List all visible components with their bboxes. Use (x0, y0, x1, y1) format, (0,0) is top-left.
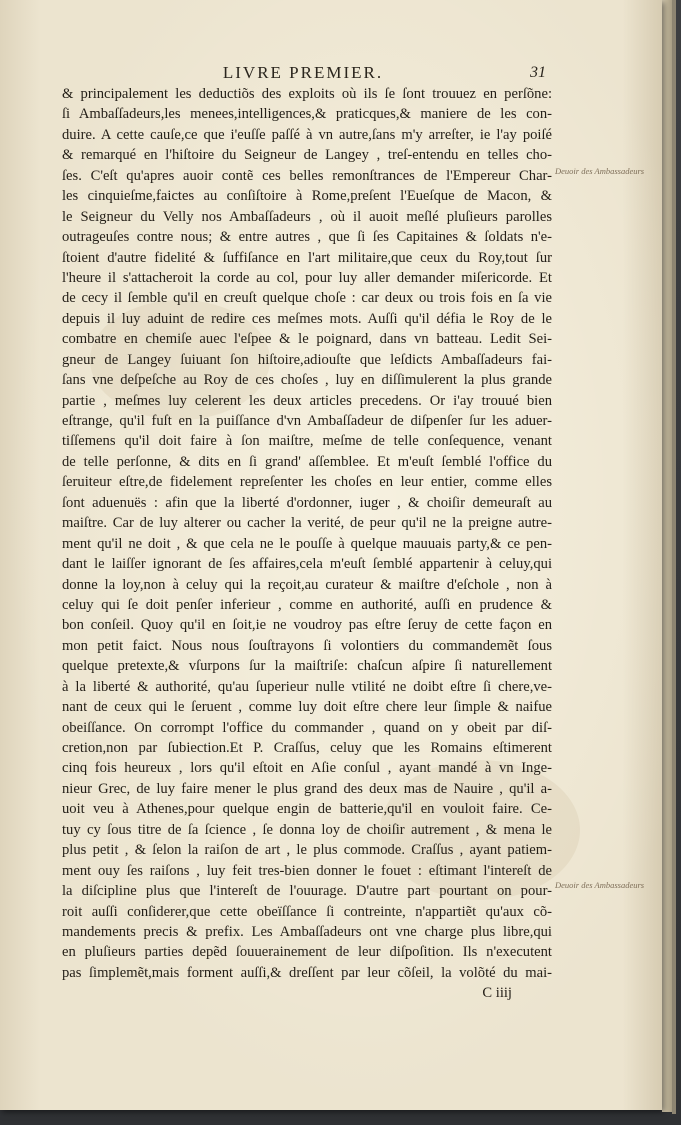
text-line: ſont aduenuës : afin que la liberté d'ordonner, iuger , & choiſir demeuraſt au (62, 494, 552, 511)
text-line: outrageuſes contre nous; & entre autres , que ſi ſes Capitaines & ſoldats n'e- (62, 229, 552, 246)
margin-annotation: Deuoir des Ambassadeurs (555, 880, 645, 890)
text-line: ment ouy ſes raiſons , luy feit tres-bien donner le fouet : eſtimant l'intereſt de (62, 862, 552, 879)
text-line: uoit veu à Athenes,pour quelque engin de batterie,qu'il en vouloit faire. Ce- (62, 801, 552, 818)
text-line: combatre en chemiſe auec l'eſpee & le poignard, dans vn batteau. Ledit Sei- (62, 331, 552, 348)
text-line: nieur Grec, de luy faire mener le plus grand des deux mas de Nauire , qu'il a- (62, 780, 552, 797)
text-line: depuis il luy aduint de redire ces meſmes mots. Auſſi qu'il défia le Roy de le (62, 310, 552, 327)
text-line: pas ſimplemẽt,mais forment auſſi,& dreſſent par leur cõſeil, la volõté du mai- (62, 964, 552, 981)
text-line: partie , meſmes luy celerent les deux articles precedens. Or i'ay trouué bien (62, 392, 552, 409)
text-line: à la liberté & authorité, qu'au ſuperieur nulle vtilité ne doibt eſtre ſi chere,ve- (62, 678, 552, 695)
signature-mark: C iiij (482, 985, 512, 1002)
text-line: le Seigneur du Velly nos Ambaſſadeurs , où il auoit meſlé pluſieurs parolles (62, 208, 552, 225)
text-line: plus petit , & ſelon la raiſon de art , le plus commode. Craſſus , ayant patiem- (62, 842, 552, 859)
text-line: duire. A cette cauſe,ce que i'euſſe paſſé à vn autre,ſans m'y arreſter, ie l'ay poiſé (62, 126, 552, 143)
folio-number: 31 (530, 64, 546, 81)
text-line: obeiſſance. On corrompt l'office du commander , quand on y obeit par diſ- (62, 719, 552, 736)
text-line: eſtrange, qu'il fuſt en la puiſſance d'vn Ambaſſadeur de diſpenſer ſur les aduer- (62, 413, 552, 429)
text-line: ſeruiteur eſtre,de fidelement repreſenter les choſes en leur entier, comme elles (62, 474, 552, 491)
text-line: cinq fois heureux , lors qu'il eſtoit en Aſie conſul , ayant mandé à vn Inge- (62, 760, 552, 777)
running-head: LIVRE PREMIER. (222, 63, 384, 82)
body-text (62, 84, 552, 1004)
text-line: donne la loy,non à celuy qui la reçoit,au curateur & maiſtre d'eſchole , non à (62, 576, 552, 593)
text-line: en pluſieurs parties depẽd ſouuerainement de leur diſpoſition. Ils n'executent (62, 944, 552, 961)
text-line: maiſtre. Car de luy alterer ou cacher la verité, de peur qu'il ne la preigne autre- (62, 515, 552, 532)
text-line: ment qu'il ne doit , & que cela ne le pouſſe à quelque mauuais party,& ce pen- (62, 535, 552, 552)
text-line: roit auſſi conſiderer,que cette obeïſſance ſi contreinte, n'appartiẽt qu'aux cõ- (62, 903, 552, 920)
text-line: de telle perſonne, & dits en ſi grand' aſſemblee. Et m'euſt ſemblé l'office du (62, 453, 552, 470)
text-line: ſi Ambaſſadeurs,les menees,intelligences,& praticques,& maniere de les con- (62, 106, 552, 123)
text-line: les cinquieſme,faictes au conſiſtoire à Rome,preſent l'Eueſque de Macon, & (62, 188, 552, 205)
page-stack-edge (662, 0, 672, 1112)
text-line: quelque pretexte,& vſurpons ſur la maiſtriſe: chaſcun aſpire ſi naturellement (62, 658, 552, 675)
text-line: l'heure il s'attacheroit la corde au col, pour luy aller demander miſericorde. Et (62, 269, 552, 286)
text-line: de cecy il ſemble qu'il en creuſt quelque choſe : car deux ou trois fois en ſa vie (62, 290, 552, 307)
text-line: dant le laiſſer ignorant de ſes affaires,cela m'euſt ſemblé appartenir à celuy,qui (62, 556, 552, 573)
text-line: la diſcipline plus que l'intereſt de l'ouurage. D'autre part pourtant on pour- (62, 883, 552, 900)
text-line: & remarqué en l'hiſtoire du Seigneur de Langey , treſ-entendu en telles cho- (62, 147, 552, 164)
text-line: tiſſemens qu'il doit faire à ſon maiſtre, meſme de telle conſequence, venant (62, 433, 552, 450)
text-line: ſans vne deſpeſche au Roy de ces choſes , luy en diſſimulerent la plus grande (62, 372, 552, 389)
text-line: celuy qui ſe doit penſer inferieur , comme en authorité, auſſi en prudence & (62, 596, 552, 613)
text-line: ſtoient d'autre fidelité & ſuffiſance en l'art militaire,que ceux du Roy,tout ſur (62, 249, 552, 266)
text-line: mon petit faict. Nous nous ſouſtrayons ſi volontiers du commandemẽt ſous (62, 637, 552, 654)
text-line: & principalement les deductiõs des exploits où ils ſe ſont trouuez en perſõne: (62, 86, 552, 102)
text-line: mandements precis & prefix. Les Ambaſſadeurs ont vne charge plus libre,qui (62, 923, 552, 940)
margin-annotation: Deuoir des Ambassadeurs (555, 166, 645, 176)
text-line: bon conſeil. Quoy qu'il en ſoit,ie ne voudroy pas eſtre ſeruy de cette façon en (62, 617, 552, 634)
text-line: cretion,non par ſubiection.Et P. Craſſus, celuy que les Romains eſtimerent (62, 740, 552, 756)
page-stack-shadow (672, 0, 676, 1114)
text-line: tuy cy ſous titre de ſa ſcience , ſe donna loy de choiſir autrement , & mena le (62, 821, 552, 838)
text-line: gneur de Langey ſuiuant ſon hiſtoire,adiouſte que leſdicts Ambaſſadeurs fai- (62, 351, 552, 368)
text-line: nant de ceux qui le ſeruent , comme luy doit eſtre chere leur ſimple & naifue (62, 699, 552, 716)
text-line: ſes. C'eſt qu'apres auoir contẽ ces belles remonſtrances de l'Empereur Char- (62, 167, 552, 184)
